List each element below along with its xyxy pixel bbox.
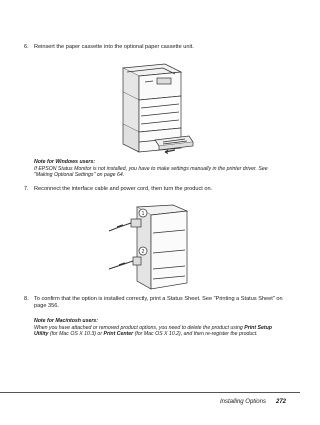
note-text: (for Mac OS X 10.3) or <box>48 331 104 338</box>
utility-name: Print Center <box>103 331 134 338</box>
note-windows <box>34 159 284 179</box>
step-text: Reconnect the interface cable and power cord, then turn the product on. <box>34 186 213 192</box>
utility-name: Print Setup Utility <box>34 324 272 338</box>
note-macintosh <box>34 318 284 338</box>
page-footer <box>220 399 286 405</box>
printer-cassette-illustration <box>105 62 195 154</box>
note-text: (for Mac OS X 10.2), and then re-register the product. <box>133 331 258 338</box>
step-text: Reinsert the paper cassette into the optional paper cassette unit. <box>34 44 194 50</box>
callout-1-label: 1 <box>141 211 145 217</box>
footer-divider <box>0 392 300 393</box>
reconnect-cable-illustration <box>103 203 195 291</box>
page-number: 272 <box>275 399 286 405</box>
note-text: When you have attached or removed product options, you need to delete the product using <box>34 324 245 331</box>
callout-2-label: 2 <box>141 249 145 255</box>
step-number: 7. <box>24 186 29 192</box>
step-number: 6. <box>24 44 29 50</box>
note-body: If EPSON Status Monitor is not installed, you have to make settings manually in the printer driver. See "Making Optional Settings" on page 64. <box>34 165 268 179</box>
note-body <box>34 325 284 338</box>
note-heading: Note for Macintosh users: <box>34 318 98 324</box>
step-number: 8. <box>24 296 29 302</box>
section-title: Installing Options <box>219 399 266 405</box>
step-text: To confirm that the option is installed correctly, print a Status Sheet. See "Printing a Status Sheet" on page 356. <box>34 296 283 309</box>
note-heading: Note for Windows users: <box>34 159 96 165</box>
